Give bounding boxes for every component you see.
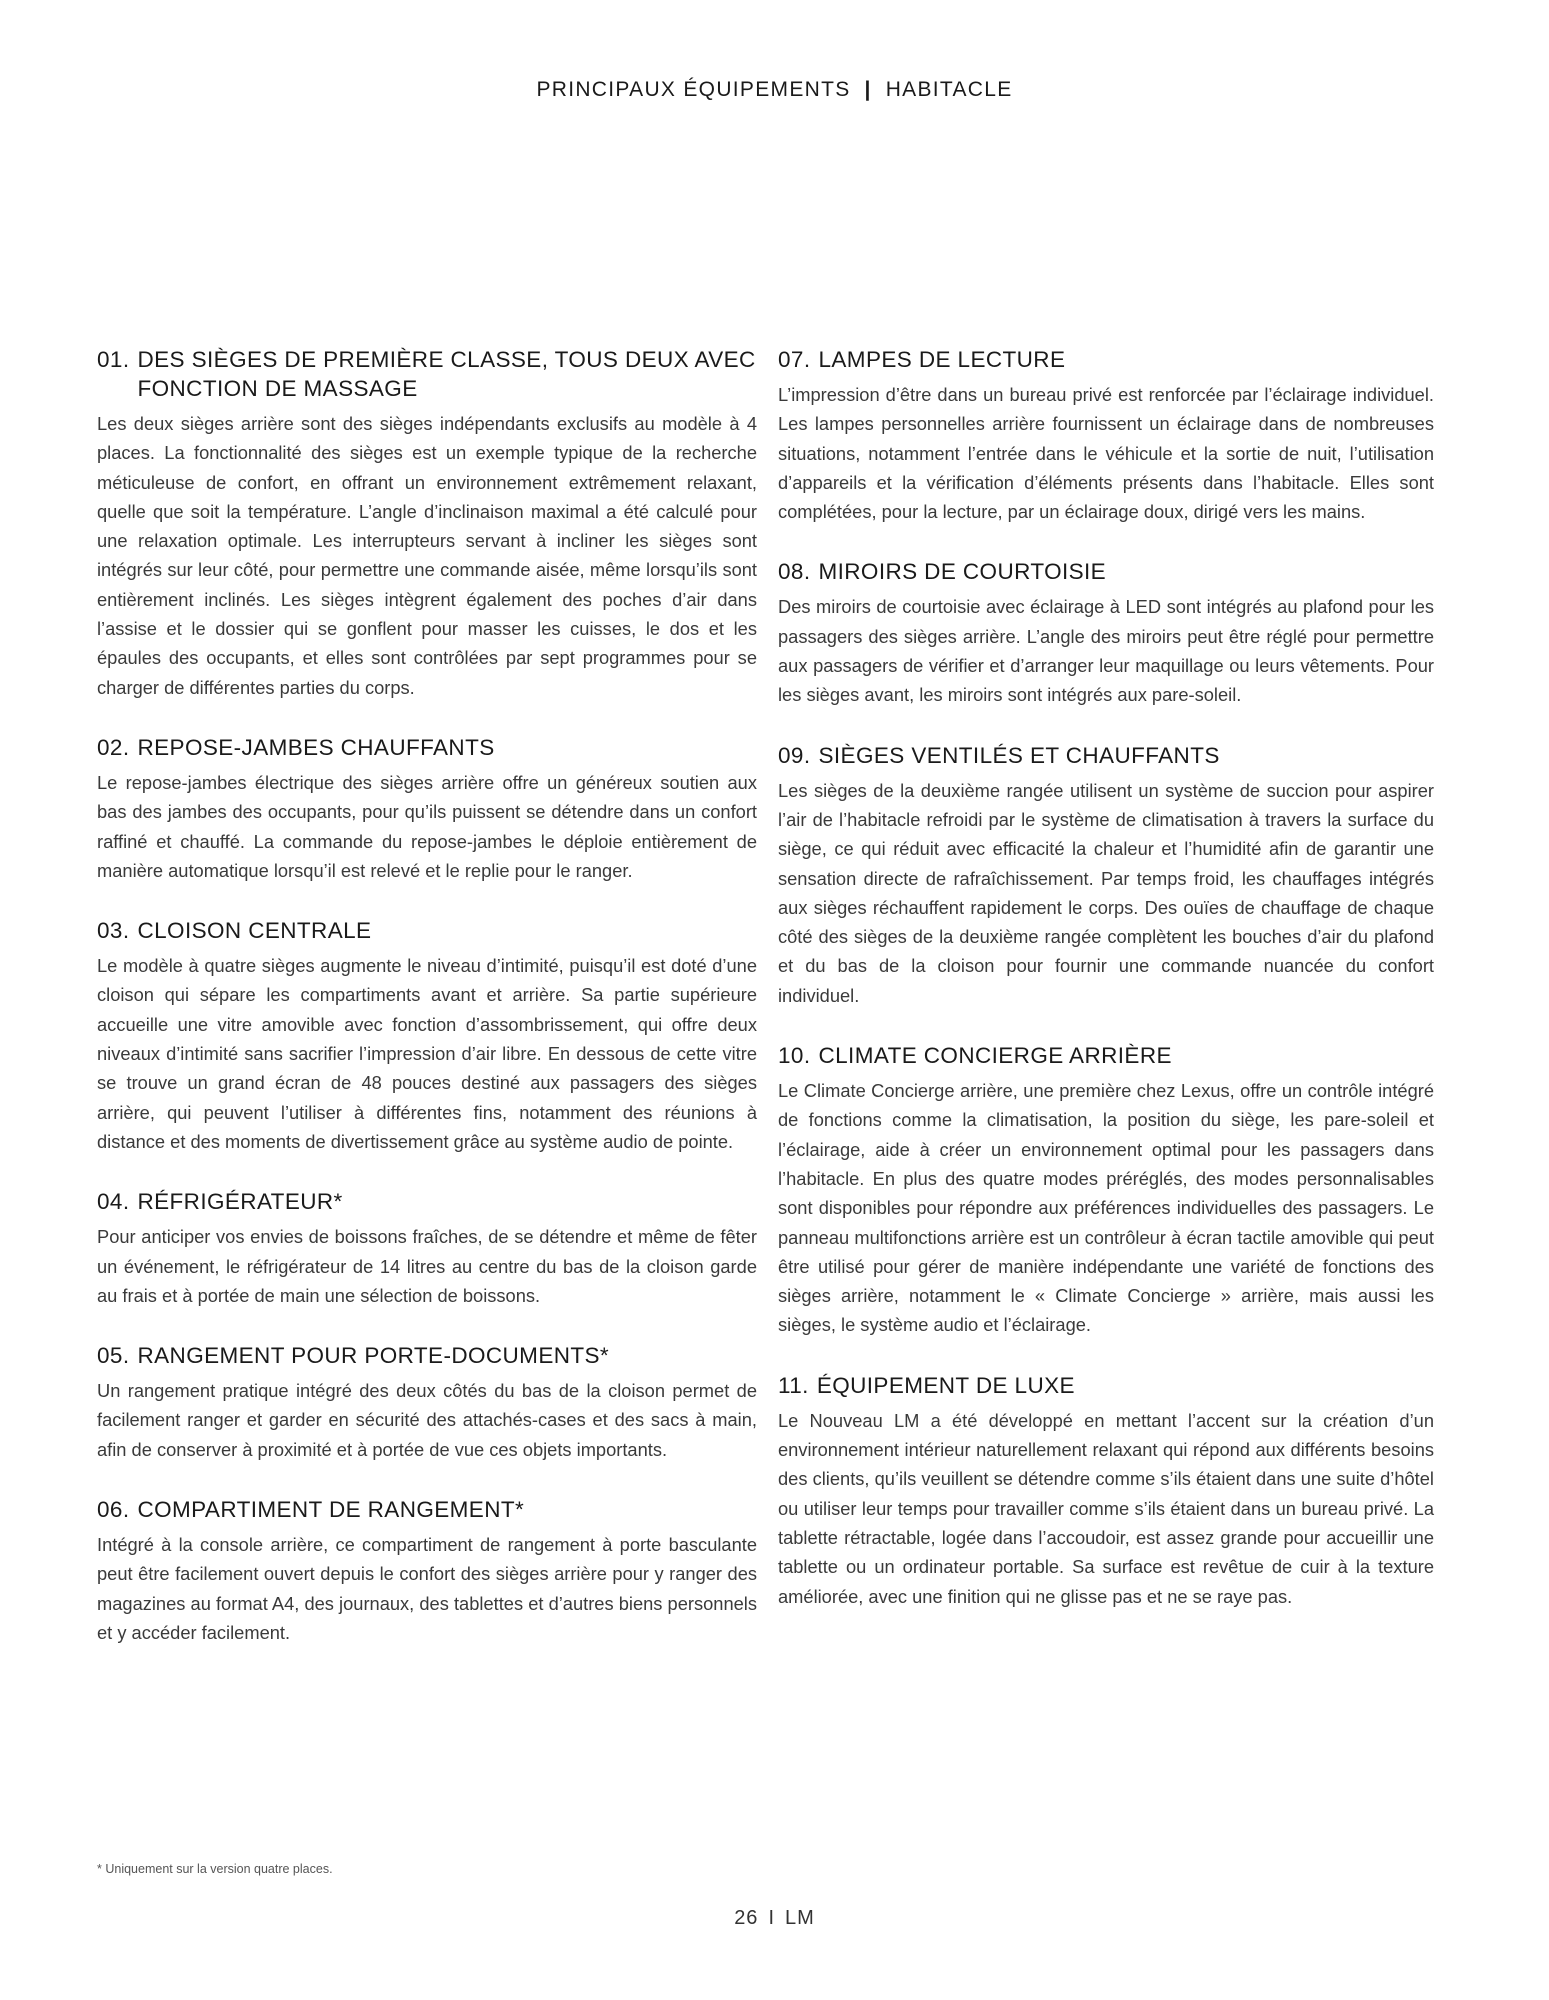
header-section: PRINCIPAUX ÉQUIPEMENTS	[536, 78, 851, 101]
section-number: 04.	[97, 1189, 130, 1215]
section-title: LAMPES DE LECTURE	[818, 347, 1066, 372]
section-05	[97, 1341, 757, 1464]
section-heading	[97, 916, 757, 945]
section-title: CLIMATE CONCIERGE ARRIÈRE	[818, 1043, 1172, 1069]
page-footer	[0, 1907, 1549, 1930]
footer-separator: I	[768, 1907, 775, 1929]
section-body: Un rangement pratique intégré des deux côtés du bas de la cloison permet de facilement ranger et garder en sécurité des attachés-cases et des sacs à main, afin de conserver à proximité et à portée de vue ces objets importants.	[97, 1380, 757, 1460]
section-title: DES SIÈGES DE PREMIÈRE CLASSE, TOUS DEUX AVEC FONCTION DE MASSAGE	[137, 347, 756, 401]
section-number: 03.	[97, 918, 130, 944]
section-number: 08.	[778, 559, 811, 585]
section-body: Des miroirs de courtoisie avec éclairage à LED sont intégrés au plafond pour les passagers des sièges arrière. L’angle des miroirs peut être réglé pour permettre aux passagers de vérifier et d’arranger leur maquillage ou leurs vêtements. Pour les sièges avant, les miroirs sont intégrés aux pare-soleil.	[778, 596, 1434, 706]
section-heading	[778, 1371, 1434, 1400]
right-column	[778, 345, 1434, 1642]
section-01	[97, 345, 757, 702]
section-heading	[778, 741, 1434, 770]
section-number: 11.	[778, 1372, 809, 1398]
section-body: Intégré à la console arrière, ce compartiment de rangement à porte basculante peut être facilement ouvert depuis le confort des sièges arrière pour y ranger des magazines au format A4, des journaux, des tablettes et d’autres biens personnels et y accéder facilement.	[97, 1534, 757, 1643]
section-title: SIÈGES VENTILÉS ET CHAUFFANTS	[818, 742, 1220, 768]
section-title: ÉQUIPEMENT DE LUXE	[816, 1372, 1075, 1398]
section-title: RANGEMENT POUR PORTE-DOCUMENTS*	[137, 1343, 610, 1369]
section-heading	[97, 1495, 757, 1524]
section-body: Le Nouveau LM a été développé en mettant l’accent sur la création d’un environnement intérieur naturellement relaxant qui répond aux différents besoins des clients, qu’ils veuillent se détendre comme s’ils étaient dans une suite d’hôtel ou utiliser leur temps pour travailler comme s’ils étaient dans un bureau privé. La tablette rétractable, logée dans l’accoudoir, est assez grande pour accueillir une tablette ou un ordinateur portable. Sa surface est revêtue de cuir à la texture améliorée, avec une finition qui ne glisse pas et ne se raye pas.	[778, 1409, 1434, 1607]
section-body: L’impression d’être dans un bureau privé est renforcée par l’éclairage individuel. Les lampes personnelles arrière fournissent un éclairage dans de nombreuses situations, notamment l’entrée dans le véhicule et la sortie de nuit, l’utilisation d’appareils et la vérification d’éléments présents dans l’habitacle. Elles sont complétées, pour la lecture, par un éclairage doux, dirigé vers les mains.	[778, 384, 1434, 523]
section-title: COMPARTIMENT DE RANGEMENT*	[137, 1497, 525, 1523]
section-title: REPOSE-JAMBES CHAUFFANTS	[137, 734, 495, 760]
section-07	[778, 345, 1434, 526]
section-09	[778, 741, 1434, 1010]
section-heading	[97, 1341, 757, 1370]
header-subsection: HABITACLE	[885, 78, 1013, 101]
section-number: 01.	[97, 347, 130, 372]
section-06	[97, 1495, 757, 1647]
footer-label: LM	[785, 1907, 815, 1929]
section-title: MIROIRS DE COURTOISIE	[818, 559, 1107, 585]
left-column	[97, 345, 757, 1678]
section-03	[97, 916, 757, 1156]
section-10	[778, 1041, 1434, 1340]
section-heading	[97, 1187, 757, 1216]
section-number: 07.	[778, 347, 811, 372]
section-11	[778, 1371, 1434, 1611]
section-08	[778, 557, 1434, 709]
section-number: 06.	[97, 1497, 130, 1523]
section-title: CLOISON CENTRALE	[137, 918, 372, 944]
section-heading	[97, 345, 757, 403]
page-header	[0, 78, 1549, 102]
section-heading	[778, 345, 1434, 374]
section-body: Le modèle à quatre sièges augmente le niveau d’intimité, puisqu’il est doté d’une cloison qui sépare les compartiments avant et arrière. Sa partie supérieure accueille une vitre amovible avec fonction d’assombrissement, qui offre deux niveaux d’intimité sans sacrifier l’impression d’air libre. En dessous de cette vitre se trouve un grand écran de 48 pouces destiné aux passagers des sièges arrière, qui peuvent l’utiliser à différentes fins, notamment des réunions à distance et des moments de divertissement grâce au système audio de pointe.	[97, 955, 757, 1152]
footnote: * Uniquement sur la version quatre places.	[97, 1862, 333, 1876]
section-body: Le repose-jambes électrique des sièges arrière offre un généreux soutien aux bas des jambes des occupants, pour qu’ils puissent se détendre dans un confort raffiné et chauffé. La commande du repose-jambes le déploie entièrement de manière automatique lorsqu’il est relevé et le replie pour le ranger.	[97, 771, 757, 881]
section-heading	[778, 1041, 1434, 1070]
section-02	[97, 733, 757, 885]
section-body: Pour anticiper vos envies de boissons fraîches, de se détendre et même de fêter un événement, le réfrigérateur de 14 litres au centre du bas de la cloison garde au frais et à portée de main une sélection de boissons.	[97, 1226, 757, 1306]
page-number: 26	[734, 1907, 759, 1929]
section-body: Les deux sièges arrière sont des sièges indépendants exclusifs au modèle à 4 places. La fonctionnalité des sièges est un exemple typique de la recherche méticuleuse de confort, en offrant un environnement extrêmement relaxant, quelle que soit la température. L’angle d’inclinaison maximal a été calculé pour une relaxation optimale. Les interrupteurs servant à incliner les sièges sont intégrés sur leur côté, pour permettre une commande aisée, même lorsqu’ils sont entièrement inclinés. Les sièges intègrent également des poches d’air dans l’assise et le dossier qui se gonflent pour masser les cuisses, le dos et les épaules des occupants, et elles sont contrôlées par sept programmes pour se charger de différentes parties du corps.	[97, 413, 757, 698]
section-body: Le Climate Concierge arrière, une première chez Lexus, offre un contrôle intégré de fonctions comme la climatisation, la position du siège, les pare-soleil et l’éclairage, aide à créer un environnement optimal pour les passagers dans l’habitacle. En plus des quatre modes préréglés, des modes personnalisables sont disponibles pour répondre aux préférences individuelles des passagers. Le panneau multifonctions arrière est un contrôleur à écran tactile amovible qui peut être utilisé pour gérer de manière indépendante une variété de fonctions des sièges arrière, notamment le « Climate Concierge » arrière, mais aussi les sièges, le système audio et l’éclairage.	[778, 1080, 1434, 1336]
section-body: Les sièges de la deuxième rangée utilisent un système de succion pour aspirer l’air de l’habitacle refroidi par le système de climatisation à travers la surface du siège, ce qui réduit avec efficacité la chaleur et l’humidité afin de garantir une sensation directe de rafraîchissement. Par temps froid, les chauffages intégrés aux sièges réchauffent rapidement le corps. Des ouïes de chauffage de chaque côté des sièges de la deuxième rangée complètent les bouches d’air du plafond et du bas de la cloison pour fournir une commande nuancée du confort individuel.	[778, 779, 1434, 1006]
section-heading	[778, 557, 1434, 586]
section-title: RÉFRIGÉRATEUR*	[137, 1189, 343, 1215]
section-number: 10.	[778, 1043, 811, 1069]
section-04	[97, 1187, 757, 1310]
section-number: 02.	[97, 734, 130, 760]
header-separator: |	[864, 78, 872, 101]
section-heading	[97, 733, 757, 762]
section-number: 05.	[97, 1343, 130, 1369]
section-number: 09.	[778, 742, 811, 768]
